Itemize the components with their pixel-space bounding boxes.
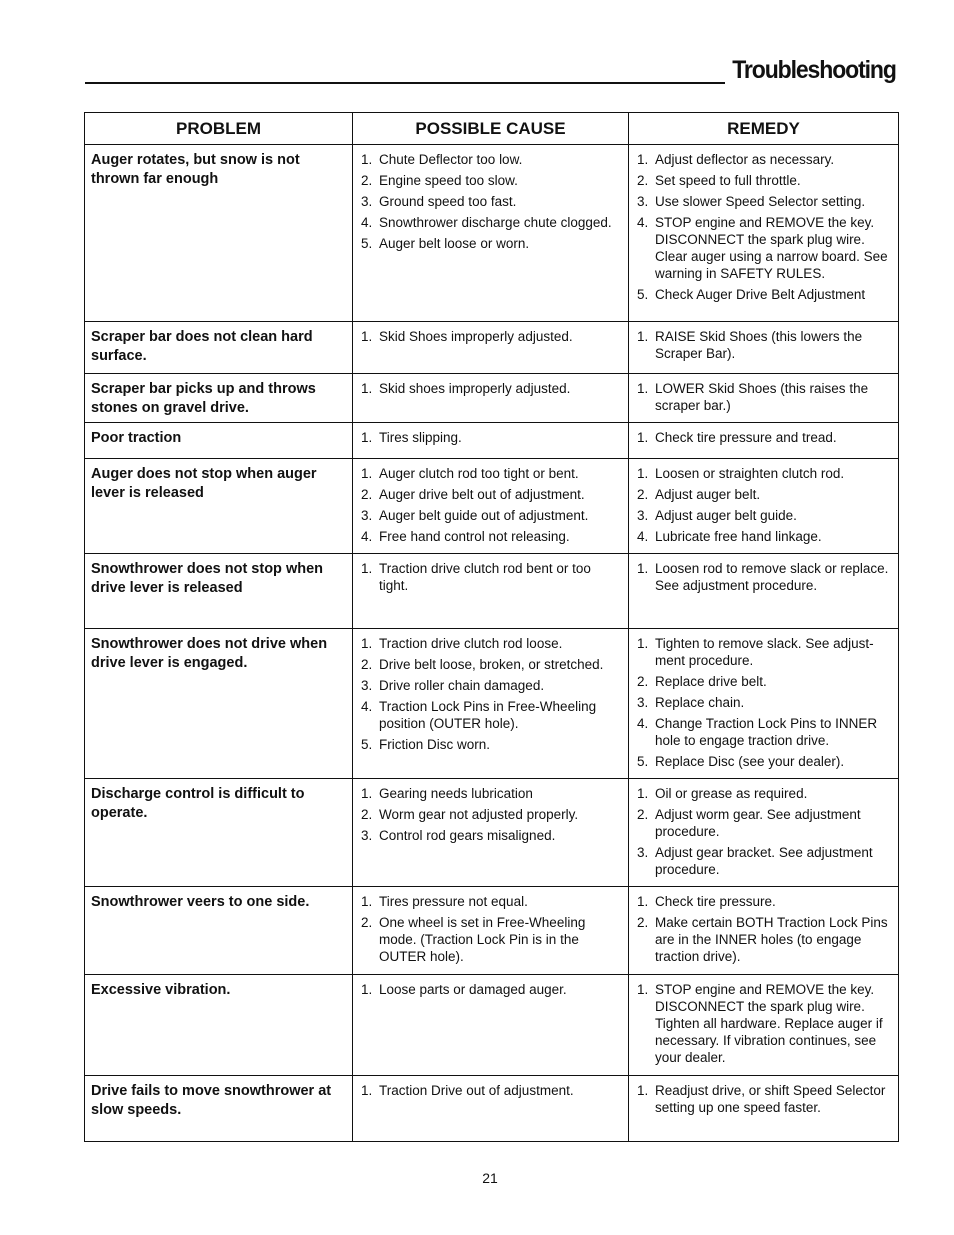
item-number: 3. <box>361 828 373 843</box>
remedy-cell <box>629 322 899 374</box>
table-row <box>85 374 899 423</box>
remedy-text: Adjust auger belt. <box>655 487 761 502</box>
remedy-list-item <box>635 673 892 690</box>
cause-list-item <box>359 214 622 231</box>
cause-list-item <box>359 806 622 823</box>
cause-text: Auger belt guide out of adjustment. <box>379 508 589 523</box>
cause-cell <box>353 779 629 887</box>
remedy-list-item <box>635 844 892 878</box>
remedy-list-item <box>635 715 892 749</box>
table-body <box>85 145 899 1142</box>
remedy-list-item <box>635 806 892 840</box>
item-number: 3. <box>361 194 373 209</box>
cause-list-item <box>359 893 622 910</box>
item-number: 3. <box>361 508 373 523</box>
cause-text: Gearing needs lubrication <box>379 786 533 801</box>
remedy-text: Readjust drive, or shift Speed Selector setting up one speed faster. <box>655 1083 886 1115</box>
remedy-list-item <box>635 486 892 503</box>
cause-text: Free hand control not releasing. <box>379 529 570 544</box>
problem-cell: Snowthrower veers to one side. <box>85 887 353 975</box>
cause-list-item <box>359 560 622 594</box>
cause-cell <box>353 459 629 554</box>
remedy-list-item <box>635 429 892 446</box>
item-number: 1. <box>637 636 649 651</box>
remedy-cell <box>629 554 899 629</box>
remedy-text: Replace Disc (see your dealer). <box>655 754 845 769</box>
remedy-text: Adjust auger belt guide. <box>655 508 797 523</box>
item-number: 1. <box>361 786 373 801</box>
item-number: 1. <box>637 1083 649 1098</box>
cause-list-item <box>359 1082 622 1099</box>
remedy-text: Lubricate free hand linkage. <box>655 529 822 544</box>
table-row <box>85 145 899 322</box>
item-number: 2. <box>637 807 649 822</box>
cause-list-item <box>359 328 622 345</box>
remedy-text: Loosen rod to remove slack or replace. See adjustment procedure. <box>655 561 889 593</box>
cause-text: Traction drive clutch rod loose. <box>379 636 563 651</box>
cause-text: Drive roller chain damaged. <box>379 678 545 693</box>
item-number: 2. <box>361 807 373 822</box>
item-number: 1. <box>637 561 649 576</box>
remedy-text: Adjust deflector as necessary. <box>655 152 835 167</box>
problem-cell: Drive fails to move snowthrower at slow speeds. <box>85 1076 353 1142</box>
remedy-list-item <box>635 214 892 282</box>
remedy-text: LOWER Skid Shoes (this raises the scraper bar.) <box>655 381 869 413</box>
cause-list-item <box>359 486 622 503</box>
item-number: 3. <box>637 695 649 710</box>
cause-list-item <box>359 827 622 844</box>
item-number: 4. <box>637 529 649 544</box>
item-number: 4. <box>637 215 649 230</box>
item-number: 1. <box>637 786 649 801</box>
cause-text: Loose parts or damaged auger. <box>379 982 567 997</box>
item-number: 1. <box>361 430 373 445</box>
table-row <box>85 554 899 629</box>
item-number: 1. <box>637 430 649 445</box>
cause-list-item <box>359 235 622 252</box>
item-number: 2. <box>361 173 373 188</box>
item-number: 1. <box>361 381 373 396</box>
remedy-text: Use slower Speed Selector setting. <box>655 194 866 209</box>
remedy-list-item <box>635 172 892 189</box>
table-row <box>85 459 899 554</box>
item-number: 3. <box>637 194 649 209</box>
cause-text: One wheel is set in Free-Wheeling mode. (Traction Lock Pin is in the OUTER hole). <box>379 915 586 964</box>
remedy-list-item <box>635 465 892 482</box>
item-number: 1. <box>637 381 649 396</box>
cause-cell <box>353 322 629 374</box>
remedy-text: STOP engine and REMOVE the key. DISCONNECT the spark plug wire. Clear auger using a narrow board. See warning in SAFETY RULES. <box>655 215 888 281</box>
remedy-list-item <box>635 560 892 594</box>
remedy-list-item <box>635 981 892 1066</box>
remedy-list-item <box>635 785 892 802</box>
item-number: 1. <box>637 329 649 344</box>
cause-cell <box>353 629 629 779</box>
cause-text: Chute Deflector too low. <box>379 152 523 167</box>
column-header-problem: PROBLEM <box>85 113 353 145</box>
cause-text: Traction drive clutch rod bent or too tight. <box>379 561 591 593</box>
cause-list-item <box>359 507 622 524</box>
remedy-list-item <box>635 380 892 414</box>
problem-cell: Discharge control is difficult to operate. <box>85 779 353 887</box>
remedy-text: Check tire pressure. <box>655 894 776 909</box>
item-number: 2. <box>361 915 373 930</box>
cause-text: Traction Lock Pins in Free-Wheeling position (OUTER hole). <box>379 699 597 731</box>
item-number: 2. <box>361 657 373 672</box>
problem-cell: Snowthrower does not drive when drive lever is engaged. <box>85 629 353 779</box>
table-row <box>85 975 899 1076</box>
problem-cell: Auger does not stop when auger lever is released <box>85 459 353 554</box>
cause-text: Auger clutch rod too tight or bent. <box>379 466 579 481</box>
table-row <box>85 629 899 779</box>
item-number: 1. <box>361 152 373 167</box>
header-rule <box>85 82 725 84</box>
item-number: 1. <box>361 329 373 344</box>
cause-list-item <box>359 635 622 652</box>
cause-list-item <box>359 656 622 673</box>
item-number: 2. <box>637 674 649 689</box>
remedy-cell <box>629 459 899 554</box>
table-row <box>85 423 899 459</box>
item-number: 4. <box>361 529 373 544</box>
cause-text: Tires slipping. <box>379 430 462 445</box>
cause-list-item <box>359 151 622 168</box>
remedy-text: STOP engine and REMOVE the key. DISCONNECT the spark plug wire. Tighten all hardware. Replace auger if necessary. If vibration continues, see your dealer. <box>655 982 883 1065</box>
cause-text: Friction Disc worn. <box>379 737 491 752</box>
item-number: 1. <box>361 561 373 576</box>
cause-text: Skid shoes improperly adjusted. <box>379 381 571 396</box>
cause-text: Snowthrower discharge chute clogged. <box>379 215 612 230</box>
cause-list-item <box>359 785 622 802</box>
cause-cell <box>353 423 629 459</box>
cause-text: Ground speed too fast. <box>379 194 517 209</box>
cause-text: Skid Shoes improperly adjusted. <box>379 329 573 344</box>
remedy-list-item <box>635 753 892 770</box>
cause-list-item <box>359 698 622 732</box>
remedy-text: Check tire pressure and tread. <box>655 430 837 445</box>
remedy-list-item <box>635 694 892 711</box>
remedy-cell <box>629 887 899 975</box>
item-number: 1. <box>637 152 649 167</box>
remedy-cell <box>629 145 899 322</box>
cause-list-item <box>359 981 622 998</box>
item-number: 2. <box>361 487 373 502</box>
item-number: 3. <box>637 508 649 523</box>
item-number: 3. <box>637 845 649 860</box>
column-header-remedy: REMEDY <box>629 113 899 145</box>
item-number: 2. <box>637 487 649 502</box>
remedy-cell <box>629 374 899 423</box>
table-row <box>85 322 899 374</box>
item-number: 5. <box>637 287 649 302</box>
item-number: 5. <box>637 754 649 769</box>
item-number: 3. <box>361 678 373 693</box>
item-number: 2. <box>637 915 649 930</box>
problem-cell: Poor traction <box>85 423 353 459</box>
item-number: 4. <box>361 215 373 230</box>
item-number: 1. <box>637 982 649 997</box>
cause-text: Engine speed too slow. <box>379 173 518 188</box>
remedy-text: Check Auger Drive Belt Adjustment <box>655 287 866 302</box>
item-number: 4. <box>361 699 373 714</box>
cause-text: Worm gear not adjusted properly. <box>379 807 579 822</box>
remedy-text: Adjust worm gear. See adjustment procedure. <box>655 807 861 839</box>
column-header-possible-cause: POSSIBLE CAUSE <box>353 113 629 145</box>
remedy-text: Make certain BOTH Traction Lock Pins are in the INNER holes (to engage traction drive). <box>655 915 888 964</box>
cause-cell <box>353 975 629 1076</box>
cause-cell <box>353 554 629 629</box>
remedy-cell <box>629 975 899 1076</box>
table-row <box>85 1076 899 1142</box>
remedy-list-item <box>635 528 892 545</box>
item-number: 5. <box>361 236 373 251</box>
item-number: 1. <box>637 466 649 481</box>
remedy-cell <box>629 779 899 887</box>
remedy-list-item <box>635 635 892 669</box>
remedy-list-item <box>635 328 892 362</box>
table-row <box>85 779 899 887</box>
cause-list-item <box>359 172 622 189</box>
cause-text: Drive belt loose, broken, or stretched. <box>379 657 604 672</box>
remedy-cell <box>629 1076 899 1142</box>
cause-text: Tires pressure not equal. <box>379 894 528 909</box>
item-number: 1. <box>361 982 373 997</box>
remedy-text: Oil or grease as required. <box>655 786 808 801</box>
remedy-cell <box>629 423 899 459</box>
remedy-text: Loosen or straighten clutch rod. <box>655 466 845 481</box>
problem-cell: Scraper bar picks up and throws stones on gravel drive. <box>85 374 353 423</box>
item-number: 5. <box>361 737 373 752</box>
troubleshooting-table <box>84 112 899 1142</box>
cause-text: Auger drive belt out of adjustment. <box>379 487 585 502</box>
remedy-text: Change Traction Lock Pins to INNER hole to engage traction drive. <box>655 716 878 748</box>
cause-cell <box>353 887 629 975</box>
cause-list-item <box>359 677 622 694</box>
table-row <box>85 887 899 975</box>
cause-text: Traction Drive out of adjustment. <box>379 1083 574 1098</box>
cause-list-item <box>359 736 622 753</box>
page-title: Troubleshooting <box>732 56 896 84</box>
item-number: 1. <box>361 1083 373 1098</box>
remedy-text: Set speed to full throttle. <box>655 173 801 188</box>
remedy-text: Tighten to remove slack. See adjust-ment procedure. <box>655 636 874 668</box>
remedy-list-item <box>635 193 892 210</box>
remedy-text: Adjust gear bracket. See adjustment procedure. <box>655 845 873 877</box>
table-header-row <box>85 113 899 145</box>
remedy-list-item <box>635 507 892 524</box>
cause-list-item <box>359 914 622 965</box>
remedy-cell <box>629 629 899 779</box>
problem-cell: Excessive vibration. <box>85 975 353 1076</box>
cause-list-item <box>359 465 622 482</box>
remedy-list-item <box>635 286 892 303</box>
item-number: 1. <box>637 894 649 909</box>
remedy-list-item <box>635 151 892 168</box>
problem-cell: Scraper bar does not clean hard surface. <box>85 322 353 374</box>
problem-cell: Snowthrower does not stop when drive lever is released <box>85 554 353 629</box>
item-number: 1. <box>361 636 373 651</box>
remedy-text: RAISE Skid Shoes (this lowers the Scraper Bar). <box>655 329 863 361</box>
cause-text: Control rod gears misaligned. <box>379 828 556 843</box>
cause-list-item <box>359 528 622 545</box>
remedy-list-item <box>635 893 892 910</box>
item-number: 2. <box>637 173 649 188</box>
item-number: 4. <box>637 716 649 731</box>
item-number: 1. <box>361 894 373 909</box>
cause-list-item <box>359 193 622 210</box>
cause-cell <box>353 145 629 322</box>
cause-text: Auger belt loose or worn. <box>379 236 530 251</box>
remedy-list-item <box>635 914 892 965</box>
cause-cell <box>353 1076 629 1142</box>
page-number: 21 <box>482 1170 498 1186</box>
remedy-text: Replace drive belt. <box>655 674 767 689</box>
cause-list-item <box>359 380 622 397</box>
cause-cell <box>353 374 629 423</box>
problem-cell: Auger rotates, but snow is not thrown far enough <box>85 145 353 322</box>
remedy-list-item <box>635 1082 892 1116</box>
remedy-text: Replace chain. <box>655 695 745 710</box>
cause-list-item <box>359 429 622 446</box>
item-number: 1. <box>361 466 373 481</box>
